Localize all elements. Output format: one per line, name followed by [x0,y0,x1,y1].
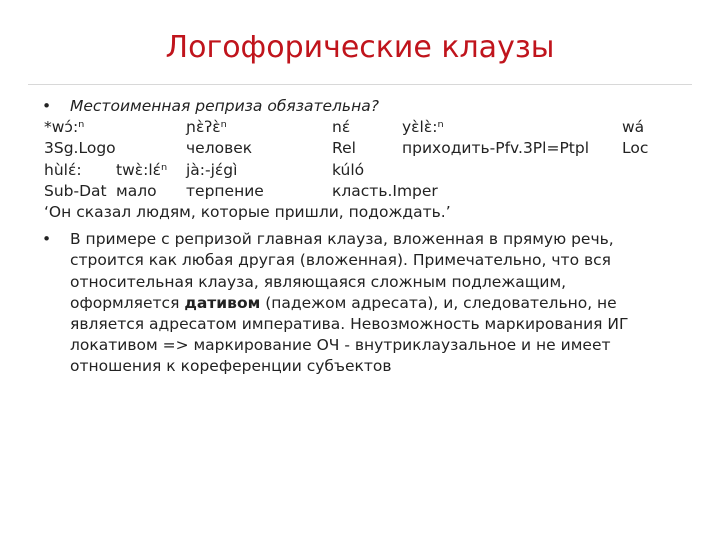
gloss-label: 3Sg.Logo [44,139,116,158]
title-divider [28,84,692,85]
gloss-word: yɛ̀lɛ̀:ⁿ [402,118,444,137]
gloss-row-4 [36,181,676,202]
gloss-word: hùlɛ́: [44,160,82,179]
bullet-icon: • [42,230,52,249]
gloss-word: twɛ̀:lɛ́ⁿ [116,160,168,179]
gloss-label: Rel [332,139,356,158]
paragraph-before: В примере с репризой главная клауза, вложенная в прямую речь, строится как любая другая (вложенная). Примечательно, что вся относительная клауза, являющаяся сложным подлежащим, оформляется [70,230,614,312]
bullet-heading-line [36,96,676,117]
gloss-word: kúló [332,160,365,179]
gloss-word: *wɔ́:ⁿ [44,118,85,137]
gloss-word: ɲɛ̀ʔɛ̀ⁿ [186,118,227,137]
gloss-row-3 [36,160,676,181]
gloss-word: wá [622,118,645,137]
paragraph-after: (падежом адресата), и, следовательно, не является адресатом императива. Невозможность маркирования ИГ локативом => маркирование ОЧ - внутриклаузальное и не имеет отношения к кореференции субъектов [70,293,629,376]
paragraph-bold: дативом [184,293,261,312]
translation-line [36,202,676,223]
gloss-row-2 [36,138,676,159]
gloss-label: класть.Imper [332,181,438,200]
translation-text: ‘Он сказал людям, которые пришли, подождать.’ [44,202,451,221]
heading-text: Местоименная реприза обязательна? [70,97,379,115]
gloss-word: jà:-jɛ́gì [186,160,238,179]
gloss-label: терпение [186,181,264,200]
slide-body [36,96,676,378]
gloss-row-1 [36,117,676,138]
slide-title: Логофорические клаузы [165,30,555,65]
gloss-word: nɛ́ [332,118,351,137]
gloss-label: мало [116,181,157,200]
paragraph-text [70,229,676,377]
gloss-label: человек [186,139,253,158]
gloss-label: Loc [622,139,649,158]
bullet-icon: • [42,97,52,115]
gloss-label: приходить-Pfv.3Pl=Ptpl [402,139,590,158]
bullet-paragraph [36,229,676,377]
gloss-label: Sub-Dat [44,181,107,200]
